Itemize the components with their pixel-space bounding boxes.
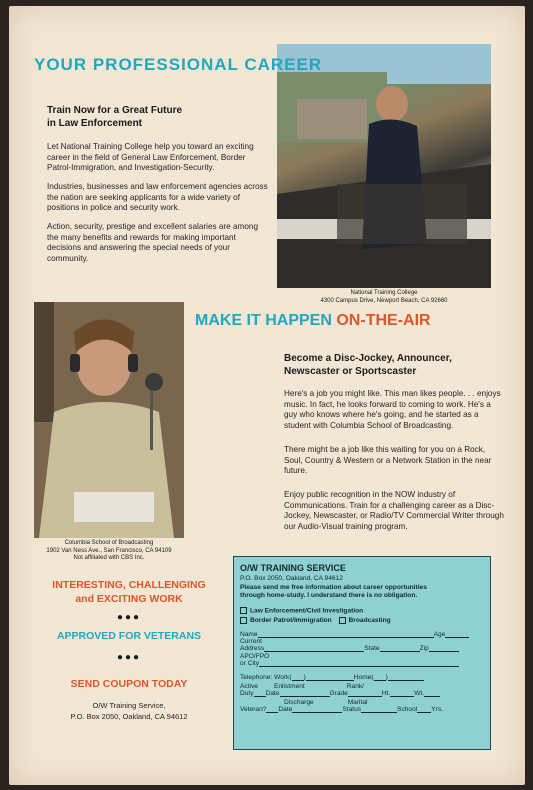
- coupon-title: O/W TRAINING SERVICE: [240, 563, 346, 573]
- home-paren: ): [385, 674, 388, 681]
- promo-dots-2: ●●●: [116, 652, 142, 663]
- coupon-request-line-1: Please send me free information about career opportunities: [240, 584, 427, 591]
- career-headline: YOUR PROFESSIONAL CAREER: [34, 55, 323, 74]
- coupon-request-line-2: through home-study. I understand there is no obligation.: [240, 592, 418, 600]
- coupon-form[interactable]: [233, 556, 491, 750]
- photo-caption-columbia: [34, 540, 184, 563]
- option-border-patrol[interactable]: [240, 617, 332, 624]
- city-label: or City: [240, 660, 260, 667]
- dj-subhead: [284, 352, 504, 378]
- promo-veterans: APPROVED FOR VETERANS: [56, 630, 202, 642]
- height-field[interactable]: [390, 690, 414, 697]
- current-label: Current: [240, 638, 262, 645]
- duty-label: Duty: [240, 690, 254, 697]
- marital-label: Marital: [347, 699, 368, 706]
- broadcasting-label: Broadcasting: [348, 617, 391, 625]
- active-label: Active: [240, 683, 258, 690]
- enlistment-date-field[interactable]: [280, 690, 330, 697]
- photo-caption-ntc: [277, 290, 491, 305]
- work-phone-field[interactable]: [303, 674, 354, 681]
- caption-columbia-address: 1902 Van Ness Ave., San Francisco, CA 94109: [46, 547, 172, 554]
- zip-label: Zip: [419, 645, 429, 652]
- veteran-label: Veteran?: [240, 706, 267, 713]
- coupon-request: [240, 584, 486, 600]
- coupon-address: P.O. Box 2050, Oakland, CA 94612: [240, 575, 343, 582]
- dj-subhead-line-2: Newscaster or Sportscaster: [284, 366, 417, 377]
- magazine-page: [9, 6, 525, 785]
- promo-address: [39, 701, 219, 722]
- status-label: Status: [342, 706, 362, 713]
- promo-send-coupon: SEND COUPON TODAY: [70, 678, 188, 690]
- law-paragraph-1: Let National Training College help you toward an exciting career in the field of General Law Enforcement, Border Patrol-Immigration, and Investigation-Security.: [47, 142, 254, 173]
- rank-label: Rank/: [346, 683, 364, 690]
- law-subhead: [47, 104, 267, 130]
- on-air-headline-part-2: ON-THE-AIR: [336, 312, 431, 329]
- dj-paragraph-1: Here's a job you might like. This man likes people. . . enjoys music. In fact, he looks forward to coming to work. He's a guy who knows where he's going, and he started as a student with Columbia School of Broadcasting.: [284, 389, 501, 430]
- discharge-date-field[interactable]: [292, 706, 342, 713]
- promo-dots-1: ●●●: [116, 612, 142, 623]
- city-field[interactable]: [259, 660, 459, 667]
- dj-subhead-line-1: Become a Disc-Jockey, Announcer,: [284, 353, 452, 364]
- on-air-headline-part-1: MAKE IT HAPPEN: [195, 312, 332, 329]
- law-paragraph-2: Industries, businesses and law enforcement agencies across the nation are seeking applicants for a wide variety of positions in police and security work.: [47, 182, 268, 213]
- police-officer-illustration: [277, 44, 491, 288]
- dj-paragraph-2: There might be a job like this waiting for you on a Rock, Soul, Country & Western or a Network Station in the near future.: [284, 445, 492, 476]
- discharge-label: Discharge: [284, 699, 314, 706]
- home-area-field[interactable]: [374, 674, 386, 681]
- city-row: [240, 660, 459, 667]
- law-subhead-line-2: in Law Enforcement: [47, 118, 143, 129]
- option-law-enforcement[interactable]: [240, 607, 363, 614]
- address-label: Address: [240, 645, 265, 652]
- caption-ntc-address: 4300 Campus Drive, Newport Beach, CA 92660: [320, 297, 448, 304]
- address-field[interactable]: [264, 645, 364, 652]
- discharge-date-label: Date: [278, 706, 293, 713]
- years-label: Yrs.: [431, 706, 443, 713]
- school-label: School: [397, 706, 418, 713]
- weight-label: Wt.: [414, 690, 425, 697]
- military-labels-row-2: [240, 699, 367, 706]
- promo-address-line-1: O/W Training Service,: [92, 701, 166, 710]
- name-field[interactable]: [258, 631, 434, 638]
- on-air-headline: [195, 312, 431, 330]
- border-patrol-checkbox[interactable]: [240, 617, 247, 624]
- law-paragraph-3: Action, security, prestige and excellent salaries are among the many benefits and rewards for making important decisions and answering the special needs of your community.: [47, 222, 259, 263]
- caption-columbia-name: Columbia School of Broadcasting: [64, 540, 154, 546]
- telephone-home-label: Home(: [353, 674, 374, 681]
- name-row: [240, 631, 469, 638]
- promo-line-1: INTERESTING, CHALLENGING: [52, 579, 206, 591]
- promo-address-line-2: P.O. Box 2050, Oakland, CA 94612: [70, 711, 188, 721]
- height-label: Ht.: [381, 690, 391, 697]
- apo-label: APO/FPO: [240, 653, 270, 660]
- age-label: Age: [433, 631, 446, 638]
- caption-ntc-name: National Training College: [350, 290, 418, 296]
- duty-field[interactable]: [254, 690, 266, 697]
- enlistment-label: Enlistment: [273, 683, 305, 690]
- military-labels-row-1: [240, 683, 364, 690]
- address-row: [240, 645, 459, 652]
- state-field[interactable]: [380, 645, 420, 652]
- law-enforcement-checkbox[interactable]: [240, 607, 247, 614]
- weight-field[interactable]: [424, 690, 440, 697]
- grade-field[interactable]: [348, 690, 382, 697]
- broadcasting-checkbox[interactable]: [339, 617, 346, 624]
- veteran-field[interactable]: [266, 706, 278, 713]
- border-patrol-label: Border Patrol/Immigration: [250, 617, 332, 625]
- enlistment-date-label: Date: [265, 690, 280, 697]
- telephone-work-label: Telephone: Work(: [240, 674, 292, 681]
- zip-field[interactable]: [429, 645, 459, 652]
- school-field[interactable]: [417, 706, 431, 713]
- option-row-2: [240, 617, 391, 624]
- military-row-1: [240, 690, 440, 697]
- apo-label-row: [240, 653, 269, 660]
- grade-label: Grade: [329, 690, 348, 697]
- option-broadcasting[interactable]: [339, 617, 391, 624]
- status-field[interactable]: [361, 706, 397, 713]
- home-phone-field[interactable]: [385, 674, 424, 681]
- state-label: State: [364, 645, 380, 652]
- promo-interesting: [39, 578, 219, 606]
- current-label-row: [240, 638, 262, 645]
- work-paren: ): [303, 674, 306, 681]
- disc-jockey-photo: [34, 302, 184, 538]
- work-area-field[interactable]: [292, 674, 304, 681]
- police-officer-photo: [277, 44, 491, 288]
- military-row-2: [240, 706, 443, 713]
- promo-line-2: and EXCITING WORK: [75, 593, 183, 605]
- law-subhead-line-1: Train Now for a Great Future: [47, 105, 183, 116]
- name-label: Name: [240, 631, 258, 638]
- telephone-row: [240, 674, 424, 681]
- disc-jockey-illustration: [34, 302, 184, 538]
- caption-columbia-disclaimer: Not affiliated with CBS Inc.: [73, 555, 145, 561]
- age-field[interactable]: [445, 631, 469, 638]
- law-enforcement-label: Law Enforcement/Civil Investigation: [250, 607, 364, 615]
- dj-paragraph-3: Enjoy public recognition in the NOW industry of Communications. Train for a challenging career as a Disc-Jockey, Newscaster, or Radio/TV Commercial Writer through our Audio-Visual training program.: [284, 490, 504, 531]
